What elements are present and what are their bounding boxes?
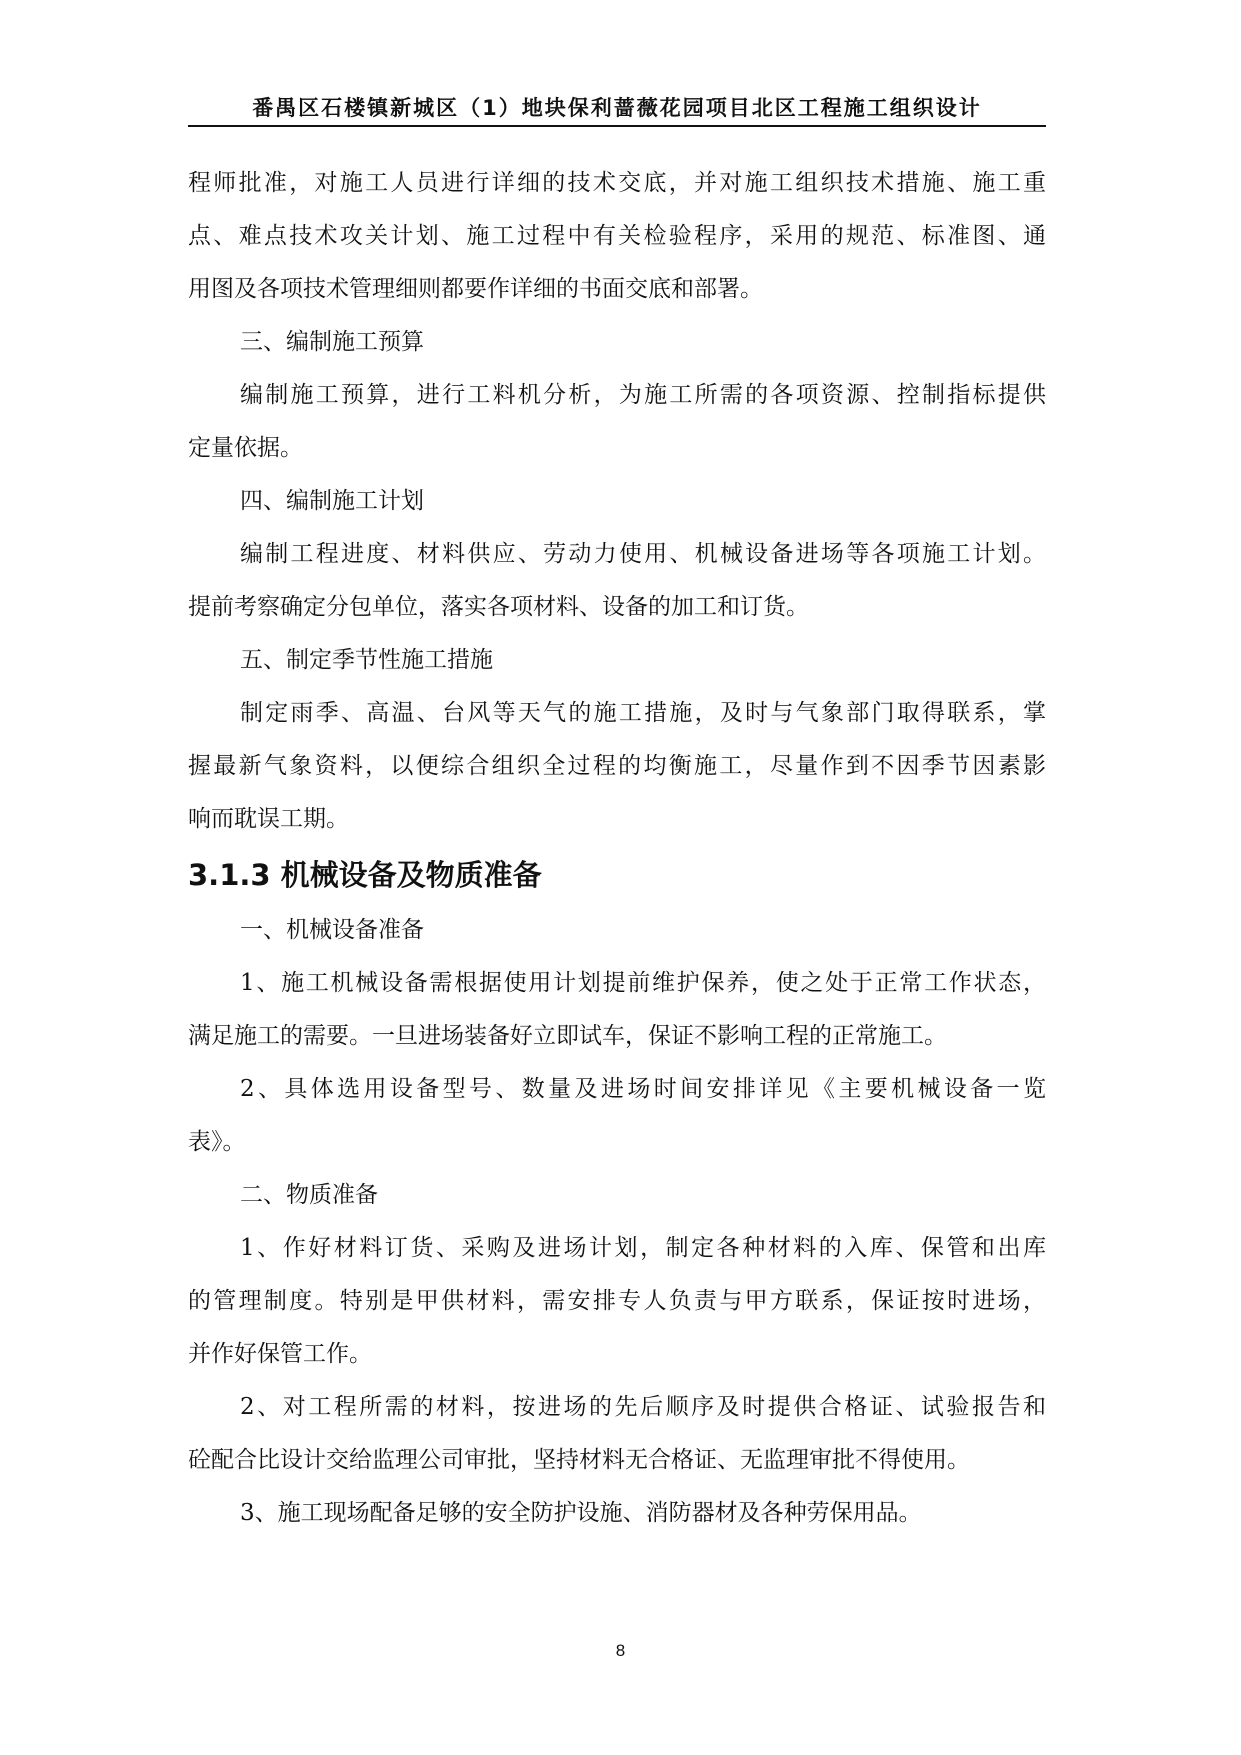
paragraph-line: 的管理制度。特别是甲供材料，需安排专人负责与甲方联系，保证按时进场， (188, 1288, 1046, 1314)
paragraph-line: 2、具体选用设备型号、数量及进场时间安排详见《主要机械设备一览 (240, 1076, 1046, 1102)
paragraph-line: 3、施工现场配备足够的安全防护设施、消防器材及各种劳保用品。 (240, 1500, 922, 1526)
paragraph-line: 并作好保管工作。 (188, 1341, 372, 1367)
paragraph-line: 制定雨季、高温、台风等天气的施工措施，及时与气象部门取得联系，掌 (240, 700, 1046, 726)
paragraph-line: 满足施工的需要。一旦进场装备好立即试车，保证不影响工程的正常施工。 (188, 1023, 947, 1049)
section-heading: 三、编制施工预算 (240, 329, 424, 355)
paragraph-line: 提前考察确定分包单位，落实各项材料、设备的加工和订货。 (188, 594, 809, 620)
paragraph-line: 1、施工机械设备需根据使用计划提前维护保养，使之处于正常工作状态， (240, 970, 1046, 996)
section-heading: 一、机械设备准备 (240, 917, 424, 943)
paragraph-line: 表》。 (188, 1129, 246, 1155)
paragraph-line: 点、难点技术攻关计划、施工过程中有关检验程序，采用的规范、标准图、通 (188, 223, 1046, 249)
paragraph-line: 2、对工程所需的材料，按进场的先后顺序及时提供合格证、试验报告和 (240, 1394, 1046, 1420)
section-heading: 五、制定季节性施工措施 (240, 647, 493, 673)
paragraph-line: 用图及各项技术管理细则都要作详细的书面交底和部署。 (188, 276, 763, 302)
page-number: 8 (615, 1641, 626, 1660)
paragraph-line: 砼配合比设计交给监理公司审批，坚持材料无合格证、无监理审批不得使用。 (188, 1447, 970, 1473)
subsection-title: 3.1.3 机械设备及物质准备 (188, 858, 542, 892)
paragraph-line: 响而耽误工期。 (188, 806, 349, 832)
paragraph-line: 定量依据。 (188, 435, 303, 461)
paragraph-line: 握最新气象资料，以便综合组织全过程的均衡施工，尽量作到不因季节因素影 (188, 753, 1046, 779)
paragraph-line: 编制工程进度、材料供应、劳动力使用、机械设备进场等各项施工计划。 (240, 541, 1046, 567)
paragraph-line: 编制施工预算，进行工料机分析，为施工所需的各项资源、控制指标提供 (240, 382, 1046, 408)
paragraph-line: 1、作好材料订货、采购及进场计划，制定各种材料的入库、保管和出库 (240, 1235, 1046, 1261)
section-heading: 四、编制施工计划 (240, 488, 424, 514)
section-heading: 二、物质准备 (240, 1182, 378, 1208)
document-body (188, 157, 1046, 1540)
paragraph-line: 程师批准，对施工人员进行详细的技术交底，并对施工组织技术措施、施工重 (188, 170, 1046, 196)
header-rule (188, 125, 1046, 127)
running-header: 番禺区石楼镇新城区（1）地块保利蔷薇花园项目北区工程施工组织设计 (252, 96, 982, 120)
